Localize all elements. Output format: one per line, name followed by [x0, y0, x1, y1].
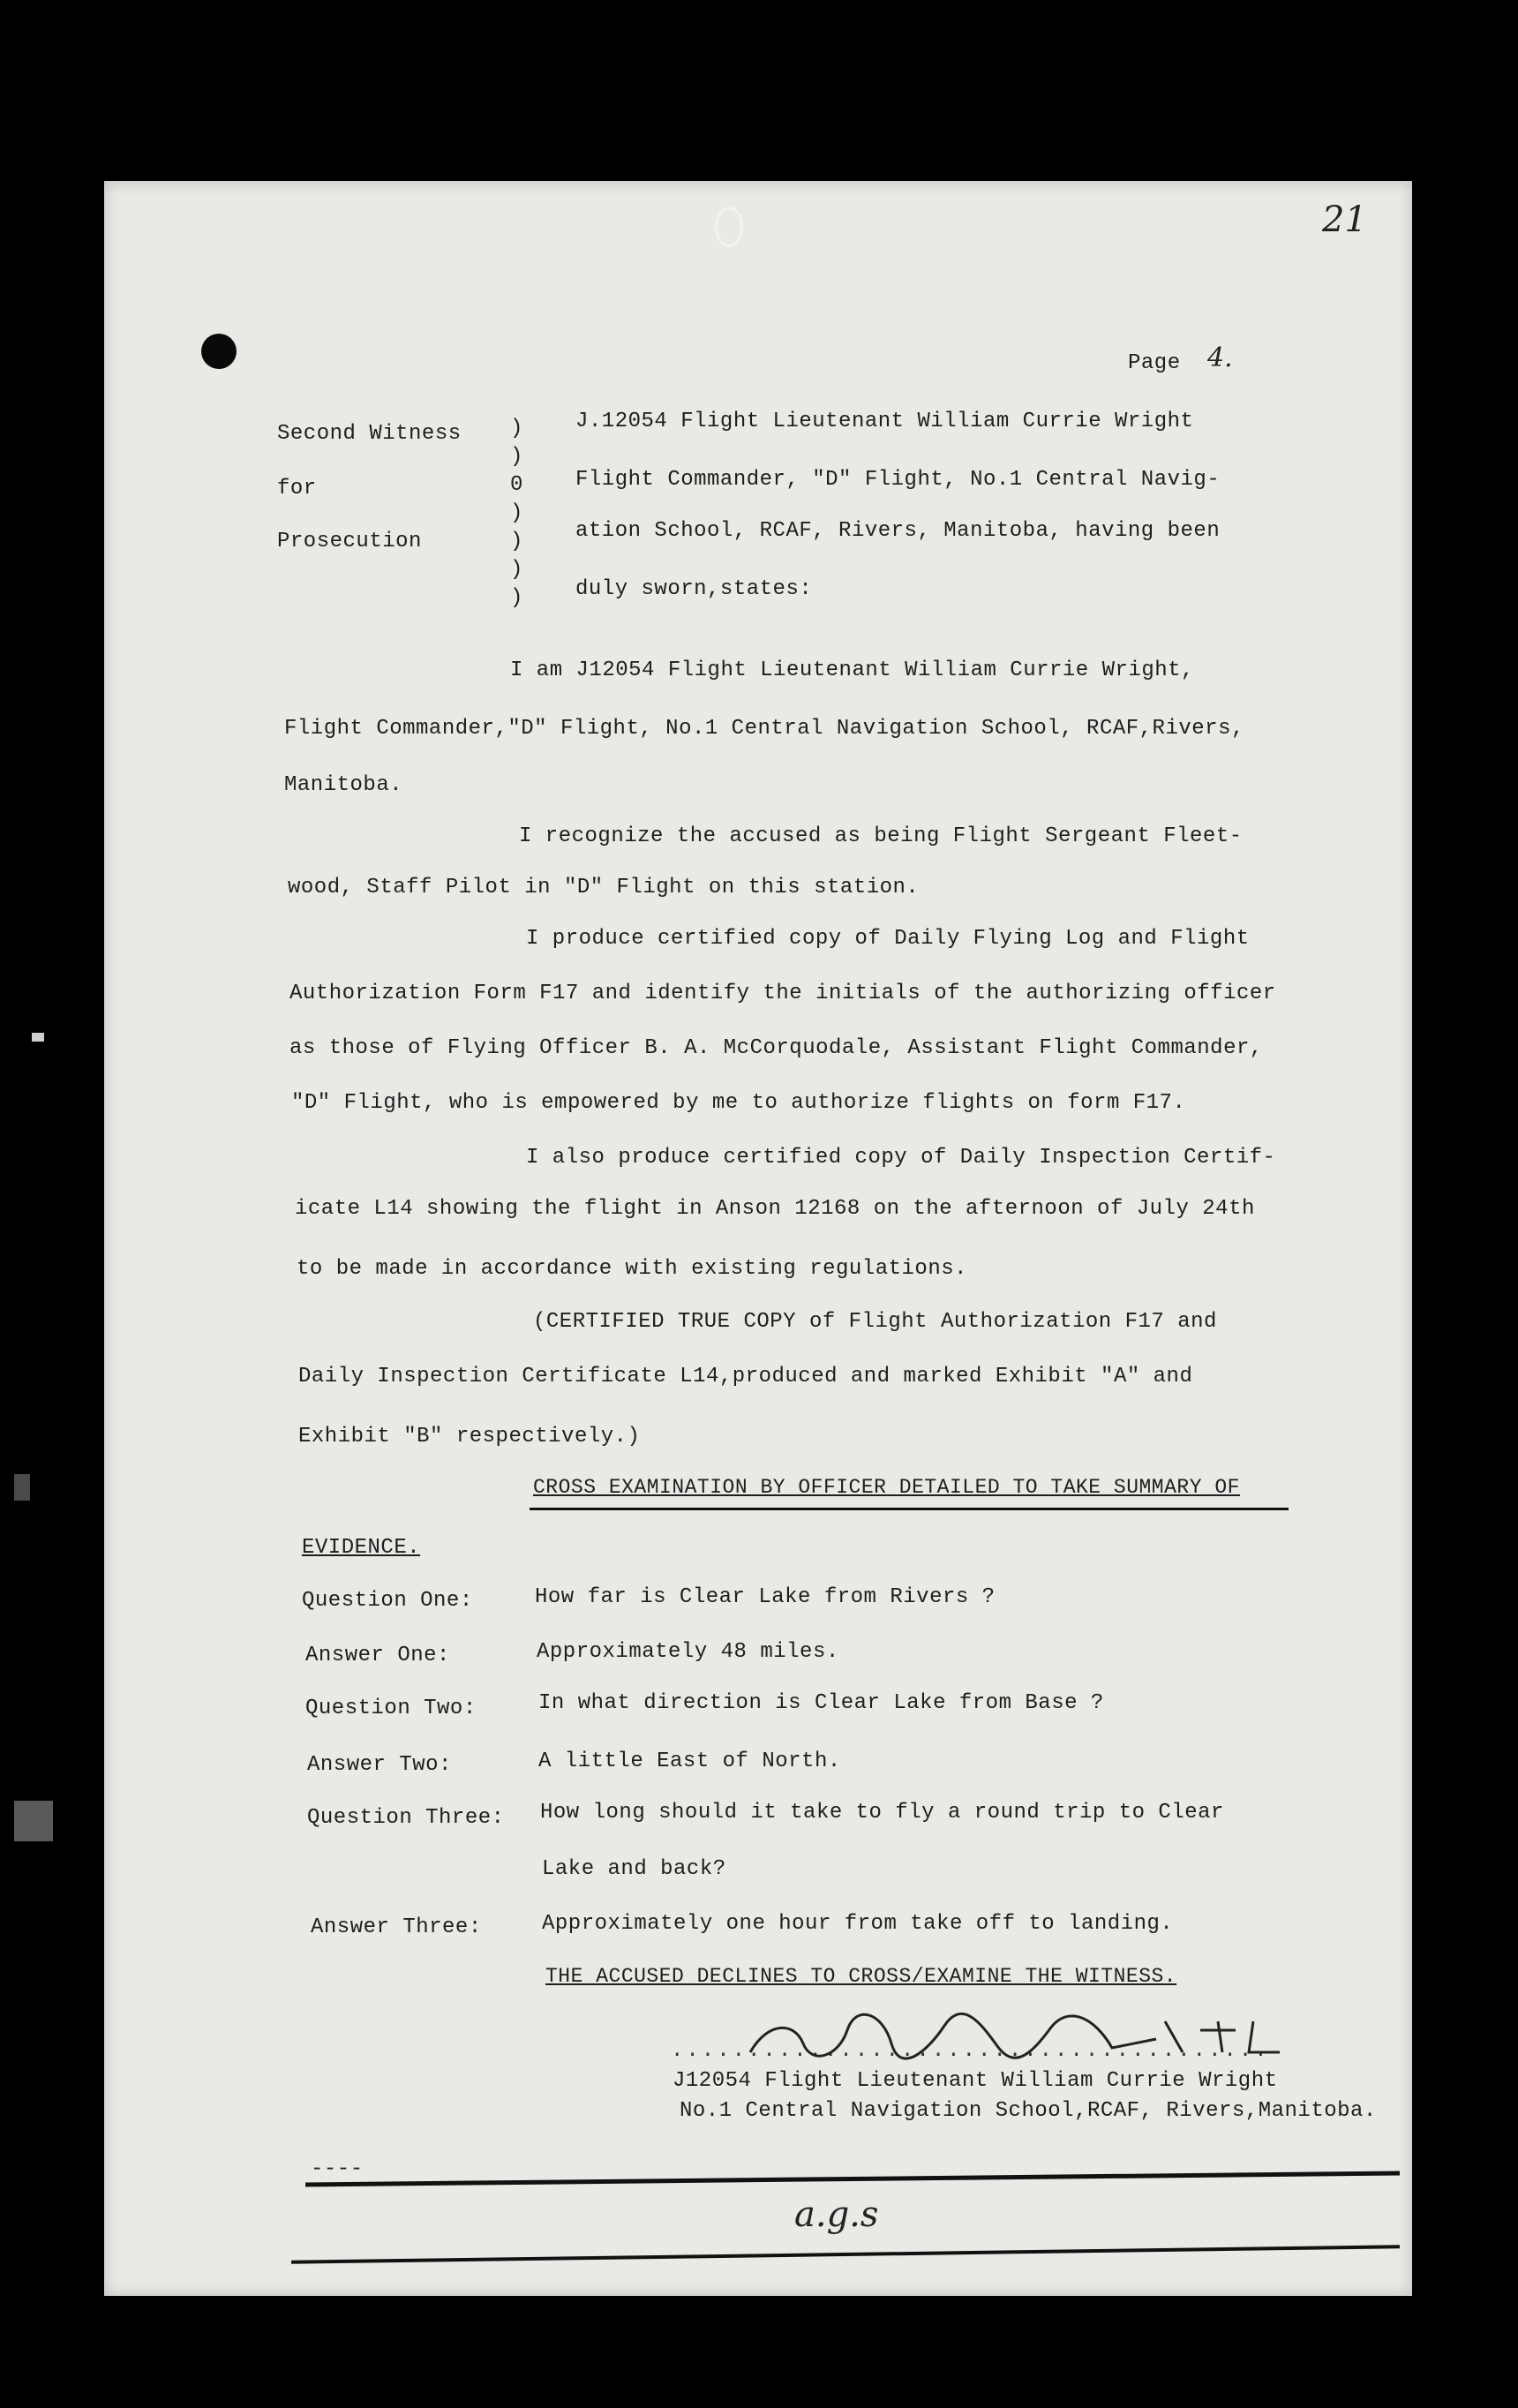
- body-line-10: I also produce certified copy of Daily Inspection Certif-: [526, 1146, 1276, 1170]
- witness-title-line: Flight Commander, "D" Flight, No.1 Central Navig-: [575, 468, 1221, 492]
- qa-text-2: Approximately 48 miles.: [537, 1640, 839, 1664]
- bracket-2: ): [510, 445, 523, 469]
- body-line-1: I am J12054 Flight Lieutenant William Currie Wright,: [510, 658, 1194, 682]
- signature-block-line-1: J12054 Flight Lieutenant William Currie Wright: [673, 2069, 1278, 2093]
- body-line-13: (CERTIFIED TRUE COPY of Flight Authorization F17 and: [533, 1310, 1217, 1334]
- heading-for: for: [277, 477, 317, 500]
- qa-label-3: Question Two:: [305, 1697, 477, 1720]
- body-line-5: wood, Staff Pilot in "D" Flight on this station.: [288, 876, 920, 899]
- accused-declines-statement: THE ACCUSED DECLINES TO CROSS/EXAMINE THE WITNESS.: [545, 1965, 1177, 1988]
- bracket-5: ): [510, 530, 523, 553]
- handwritten-circle-mark: [715, 207, 743, 247]
- body-line-6: I produce certified copy of Daily Flying Log and Flight: [526, 927, 1250, 951]
- bracket-4: ): [510, 501, 523, 525]
- body-line-15: Exhibit "B" respectively.): [298, 1425, 641, 1449]
- body-line-2: Flight Commander,"D" Flight, No.1 Central Navigation School, RCAF,Rivers,: [284, 717, 1244, 741]
- handwritten-signature: [741, 2004, 1341, 2066]
- bracket-1: ): [510, 417, 523, 440]
- qa-label-5: Question Three:: [307, 1806, 505, 1830]
- bracket-7: ): [510, 586, 523, 610]
- bottom-dashes: ----: [311, 2157, 364, 2181]
- heading-second-witness: Second Witness: [277, 422, 462, 446]
- qa-text-7: Approximately one hour from take off to landing.: [542, 1912, 1174, 1936]
- qa-label-1: Question One:: [302, 1589, 473, 1613]
- body-line-9: "D" Flight, who is empowered by me to authorize flights on form F17.: [291, 1091, 1186, 1115]
- witness-sworn-line: duly sworn,states:: [575, 577, 813, 601]
- qa-text-5: How long should it take to fly a round trip to Clear: [540, 1801, 1224, 1825]
- witness-id-line: J.12054 Flight Lieutenant William Currie Wright: [575, 410, 1194, 433]
- body-line-14: Daily Inspection Certificate L14,produced and marked Exhibit "A" and: [298, 1365, 1193, 1388]
- body-line-3: Manitoba.: [284, 773, 403, 797]
- film-speck: [14, 1474, 30, 1501]
- witness-school-line: ation School, RCAF, Rivers, Manitoba, having been: [575, 519, 1221, 543]
- punch-hole: [201, 334, 237, 369]
- signature-block-line-2: No.1 Central Navigation School,RCAF, Rivers,Manitoba.: [680, 2099, 1377, 2123]
- signature-dotted-line: .......................................: [671, 2039, 1270, 2063]
- bracket-3: 0: [510, 473, 523, 497]
- qa-text-3: In what direction is Clear Lake from Base ?: [538, 1691, 1104, 1715]
- body-line-8: as those of Flying Officer B. A. McCorquodale, Assistant Flight Commander,: [289, 1036, 1263, 1060]
- file-folio-number: 21: [1322, 199, 1367, 240]
- page-number: 4.: [1207, 342, 1233, 373]
- qa-text-4: A little East of North.: [538, 1750, 841, 1773]
- qa-label-2: Answer One:: [305, 1644, 450, 1667]
- film-speck: [32, 1033, 44, 1042]
- body-line-7: Authorization Form F17 and identify the initials of the authorizing officer: [289, 982, 1276, 1005]
- qa-label-7: Answer Three:: [311, 1915, 482, 1939]
- bracket-6: ): [510, 558, 523, 582]
- film-speck: [14, 1801, 53, 1841]
- page-number-label: Page: [1128, 351, 1181, 375]
- cross-exam-heading: CROSS EXAMINATION BY OFFICER DETAILED TO TAKE SUMMARY OF: [533, 1476, 1240, 1499]
- qa-label-4: Answer Two:: [307, 1753, 452, 1777]
- cross-exam-heading-evidence: EVIDENCE.: [302, 1536, 421, 1560]
- body-line-12: to be made in accordance with existing regulations.: [297, 1257, 968, 1281]
- heading-underline: [530, 1508, 1289, 1510]
- body-line-4: I recognize the accused as being Flight Sergeant Fleet-: [519, 824, 1243, 848]
- body-line-11: icate L14 showing the flight in Anson 12168 on the afternoon of July 24th: [295, 1197, 1255, 1221]
- qa-text-1: How far is Clear Lake from Rivers ?: [535, 1585, 996, 1609]
- bottom-initials: a.g.s: [794, 2194, 879, 2235]
- heading-prosecution: Prosecution: [277, 530, 422, 553]
- qa-text-6: Lake and back?: [542, 1857, 726, 1881]
